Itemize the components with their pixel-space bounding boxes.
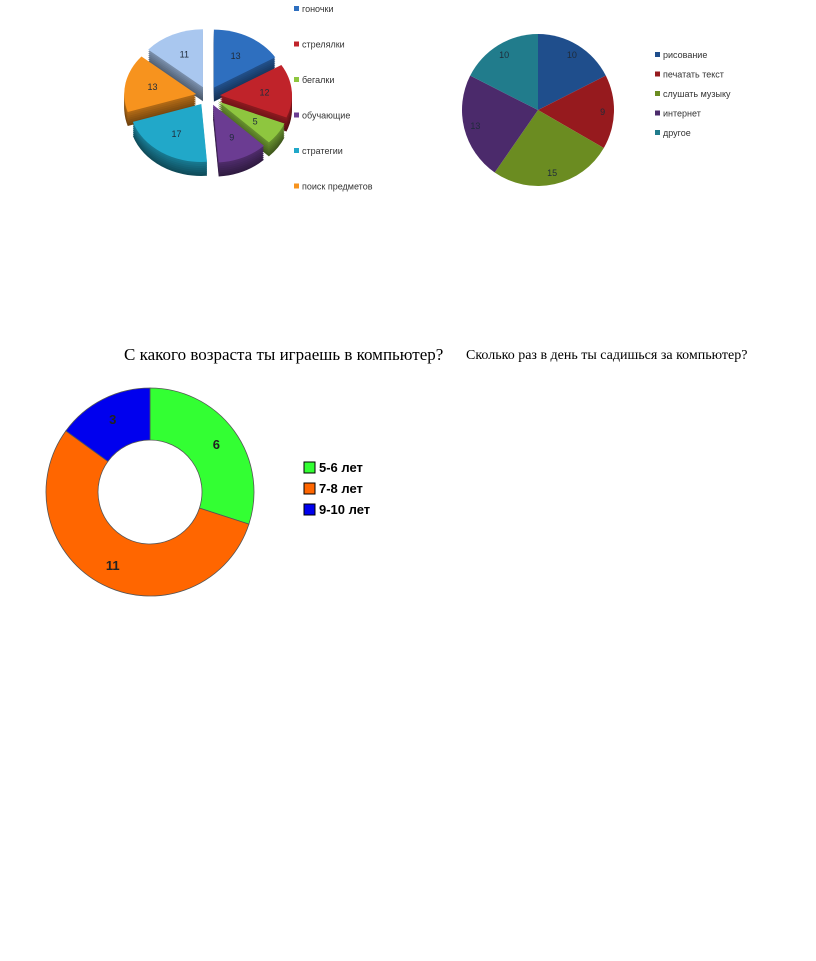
activities-legend-label: интернет bbox=[663, 108, 701, 119]
age-legend bbox=[304, 460, 370, 517]
games-legend-swatch bbox=[294, 42, 299, 47]
activities-legend-swatch bbox=[655, 52, 660, 57]
age-donut-value-label: 11 bbox=[105, 558, 120, 574]
games-legend-swatch bbox=[294, 184, 299, 189]
games-legend-swatch bbox=[294, 113, 299, 118]
games-legend bbox=[294, 4, 373, 192]
age-legend-label: 9-10 лет bbox=[319, 502, 371, 517]
age-donut-value-label: 3 bbox=[109, 411, 117, 427]
games-pie-value-label: 13 bbox=[230, 51, 241, 62]
activities-legend-label: слушать музыку bbox=[663, 89, 731, 99]
games-pie-chart bbox=[124, 4, 372, 192]
times-question-title: Сколько раз в день ты садишься за компьютер? bbox=[466, 348, 748, 363]
games-pie-value-label: 9 bbox=[229, 132, 235, 143]
games-legend-swatch bbox=[294, 148, 299, 153]
games-pie-value-label: 13 bbox=[147, 82, 158, 93]
age-question-title: С какого возраста ты играешь в компьютер? bbox=[124, 345, 444, 364]
activities-legend-swatch bbox=[655, 72, 660, 77]
activities-legend-label: рисование bbox=[663, 50, 708, 60]
activities-pie-value-label: 15 bbox=[547, 168, 558, 179]
activities-legend-swatch bbox=[655, 111, 660, 116]
activities-legend-label: печатать текст bbox=[663, 69, 724, 80]
age-legend-swatch bbox=[304, 483, 315, 494]
games-pie-value-label: 5 bbox=[252, 116, 258, 127]
games-pie-value-label: 17 bbox=[171, 128, 182, 139]
games-legend-swatch bbox=[294, 6, 299, 11]
games-legend-label: поиск предметов bbox=[302, 181, 373, 192]
activities-pie-value-label: 10 bbox=[499, 49, 510, 60]
activities-pie-chart bbox=[462, 34, 731, 186]
games-legend-swatch bbox=[294, 77, 299, 82]
age-donut-value-label: 6 bbox=[212, 436, 220, 452]
games-legend-label: стратегии bbox=[302, 146, 343, 156]
age-legend-label: 7-8 лет bbox=[319, 481, 363, 496]
games-pie-value-label: 12 bbox=[259, 87, 270, 98]
games-legend-label: бегалки bbox=[302, 75, 335, 85]
age-legend-swatch bbox=[304, 462, 315, 473]
activities-pie-value-label: 13 bbox=[470, 120, 481, 131]
age-legend-label: 5-6 лет bbox=[319, 460, 363, 475]
games-pie-value-label: 11 bbox=[179, 49, 189, 60]
games-legend-label: гоночки bbox=[302, 4, 334, 14]
activities-legend-label: другое bbox=[663, 128, 691, 138]
age-donut-segment bbox=[150, 388, 254, 524]
activities-legend-swatch bbox=[655, 130, 660, 135]
games-legend-label: стрелялки bbox=[302, 39, 345, 50]
activities-legend-swatch bbox=[655, 91, 660, 96]
activities-pie-value-label: 9 bbox=[600, 106, 606, 117]
age-legend-swatch bbox=[304, 504, 315, 515]
activities-legend bbox=[655, 50, 731, 138]
age-donut-chart bbox=[46, 388, 370, 596]
activities-pie-value-label: 10 bbox=[566, 49, 577, 60]
games-legend-label: обучающие bbox=[302, 110, 351, 121]
